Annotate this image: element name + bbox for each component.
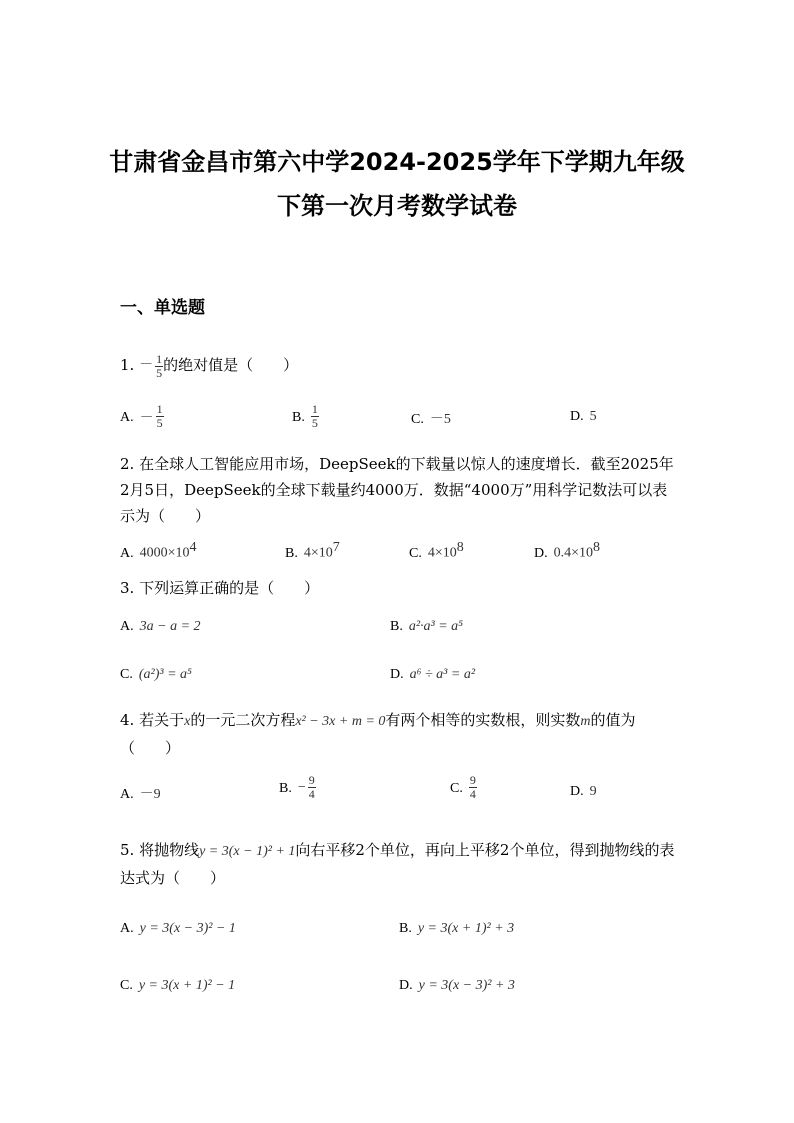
section-heading: 一、单选题	[120, 298, 205, 318]
fraction: $\frac{1}{5}$	[156, 351, 163, 380]
option-1b[interactable]: B. $\frac{1}{5}$	[292, 402, 318, 430]
option-2a[interactable]: A. $4000\times 10^4$	[120, 540, 197, 561]
option-5d[interactable]: D. y = 3(x − 3)² + 3	[399, 978, 515, 993]
option-4a[interactable]: A. －9	[120, 787, 161, 802]
option-2b[interactable]: B. $4\times 10^7$	[285, 540, 340, 561]
option-3a[interactable]: A. 3a − a = 2	[120, 619, 201, 634]
question-2: 2. 在全球人工智能应用市场，DeepSeek的下载量以惊人的速度增长．截至2025年2月5日，DeepSeek的全球下载量约4000万．数据“4000万”用科学记数法可以表示为（ ）	[120, 455, 674, 525]
question-3: 3. 下列运算正确的是（ ）	[120, 579, 320, 597]
option-5c[interactable]: C. y = 3(x + 1)² − 1	[120, 978, 236, 993]
option-4c[interactable]: C. $\frac{9}{4}$	[450, 773, 476, 801]
exam-title: 甘肃省金昌市第六中学2024-2025学年下学期九年级下第一次月考数学试卷	[109, 148, 685, 220]
option-1d[interactable]: D. 5	[570, 409, 597, 424]
option-4d[interactable]: D. 9	[570, 784, 597, 799]
negative-sign: －	[139, 358, 154, 373]
option-5a[interactable]: A. y = 3(x − 3)² − 1	[120, 921, 236, 936]
option-4b[interactable]: B. − $\frac{9}{4}$	[279, 773, 315, 801]
variable-x: x	[184, 714, 191, 729]
question-number: 1.	[120, 356, 135, 374]
option-2c[interactable]: C. $4\times 10^8$	[409, 540, 464, 561]
option-2d[interactable]: D. $0.4\times 10^8$	[534, 540, 601, 561]
option-1c[interactable]: C. －5	[411, 412, 451, 427]
question-4: 4. 若关于x的一元二次方程x² − 3x + m = 0有两个相等的实数根，则实数m的值为（ ）	[120, 711, 636, 757]
question-1	[120, 352, 680, 380]
question-5: 5. 将抛物线y = 3(x − 1)² + 1向右平移2个单位，再向上平移2个单位，得到抛物线的表达式为（ ）	[120, 841, 675, 887]
variable-m: m	[580, 714, 591, 729]
equation: y = 3(x − 1)² + 1	[199, 844, 296, 859]
equation: x² − 3x + m = 0	[295, 714, 386, 729]
option-3b[interactable]: B. a²·a³ = a⁵	[390, 619, 464, 634]
option-3c[interactable]: C. (a²)³ = a⁵	[120, 667, 192, 682]
option-1a[interactable]: A. － $\frac{1}{5}$	[120, 402, 163, 430]
option-5b[interactable]: B. y = 3(x + 1)² + 3	[399, 921, 515, 936]
option-3d[interactable]: D. a⁶ ÷ a³ = a²	[390, 667, 476, 682]
question-text: 的绝对值是（ ）	[163, 356, 299, 374]
